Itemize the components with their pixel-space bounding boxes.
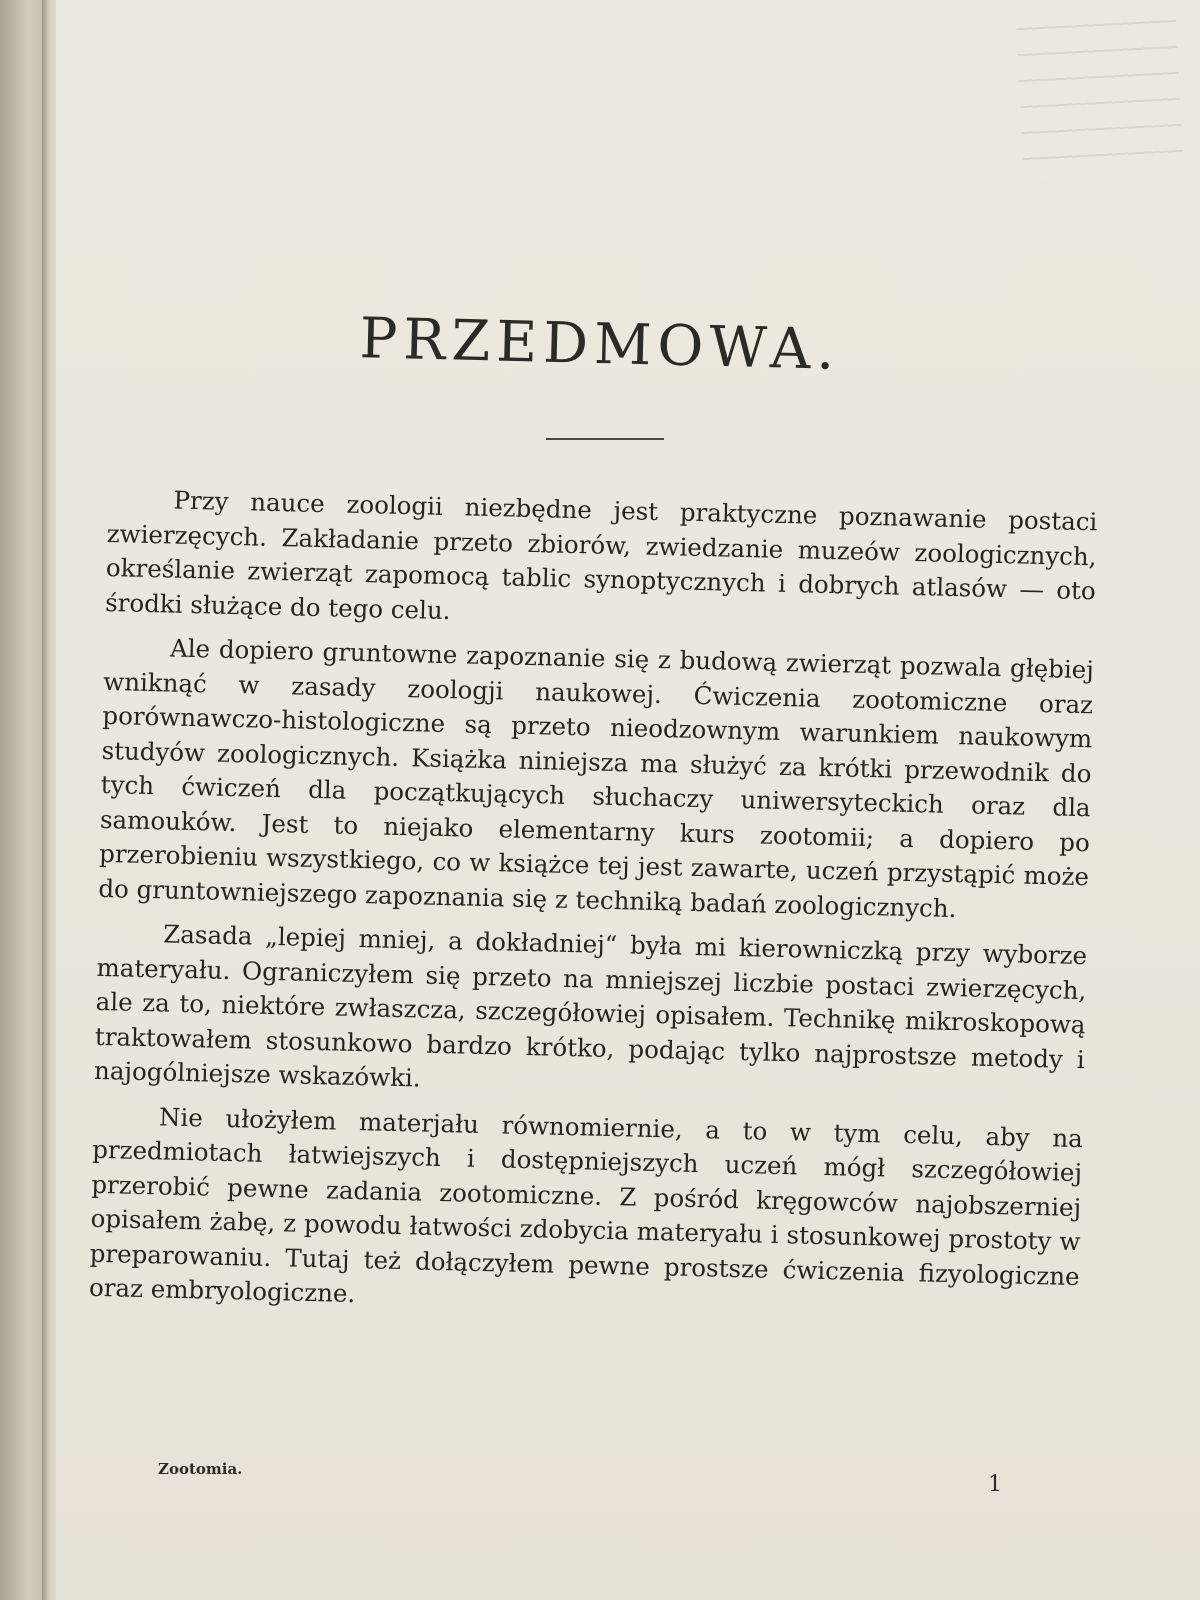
show-through-text <box>1016 6 1185 184</box>
book-binding <box>42 0 52 1600</box>
page-number: 1 <box>988 1472 1002 1497</box>
paragraph-3: Zasada „lepiej mniej, a dokładniej“ była mi kierowniczką przy wyborze materyału. Ograniczyłem się przeto na mniejszej liczbie postaci zwierzęcych, ale za to, niektóre zwłaszcza, szczegółowiej opisałem. Technikę mikroskopową traktowałem stosunkowo bardzo krótko, podając tylko najprostsze metody i najogólniejsze wskazówki. <box>93 919 1088 1093</box>
signature-mark: Zootomia. <box>158 1460 243 1478</box>
preface-text <box>88 482 1097 1339</box>
page-title: PRZEDMOWA. <box>358 306 842 383</box>
title-divider <box>546 438 664 440</box>
paragraph-1: Przy nauce zoologii niezbędne jest praktyczne poznawanie postaci zwierzęcych. Zakładanie przeto zbiorów, zwiedzanie muzeów zoologicznych, określanie zwierząt zapomocą tablic synoptycznych i dobrych atlasów — oto środki służące do tego celu. <box>104 485 1098 625</box>
paragraph-4: Nie ułożyłem materjału równomiernie, a to w tym celu, aby na przedmiotach łatwiejszych i dostępniejszych uczeń mógł szczegółowiej przerobić pewne zadania zootomiczne. Z pośród kręgowców najobszerniej opisałem żabę, z powodu łatwości zdobycia materyału i stosunkowej prostoty w preparowaniu. Tutaj też dołączyłem pewne prostsze ćwiczenia fizyologiczne oraz embryologiczne. <box>88 1101 1084 1309</box>
paragraph-2: Ale dopiero gruntowne zapoznanie się z budową zwierząt pozwala głębiej wniknąć w zasady zoologji naukowej. Ćwiczenia zootomiczne oraz porównawczo-histologiczne są przeto nieodzownym warunkiem naukowym studyów zoologicznych. Książka niniejsza ma służyć za krótki przewodnik do tych ćwiczeń dla początkujących słuchaczy uniwersyteckich oraz dla samouków. Jest to niejako elementarny kurs zootomii; a dopiero po przerobieniu wszystkiego, co w książce tej jest zawarte, uczeń przystąpić może do gruntowniejszego zapoznania się z techniką badań zoologicznych. <box>98 633 1095 923</box>
previous-page-edge <box>0 0 42 1600</box>
